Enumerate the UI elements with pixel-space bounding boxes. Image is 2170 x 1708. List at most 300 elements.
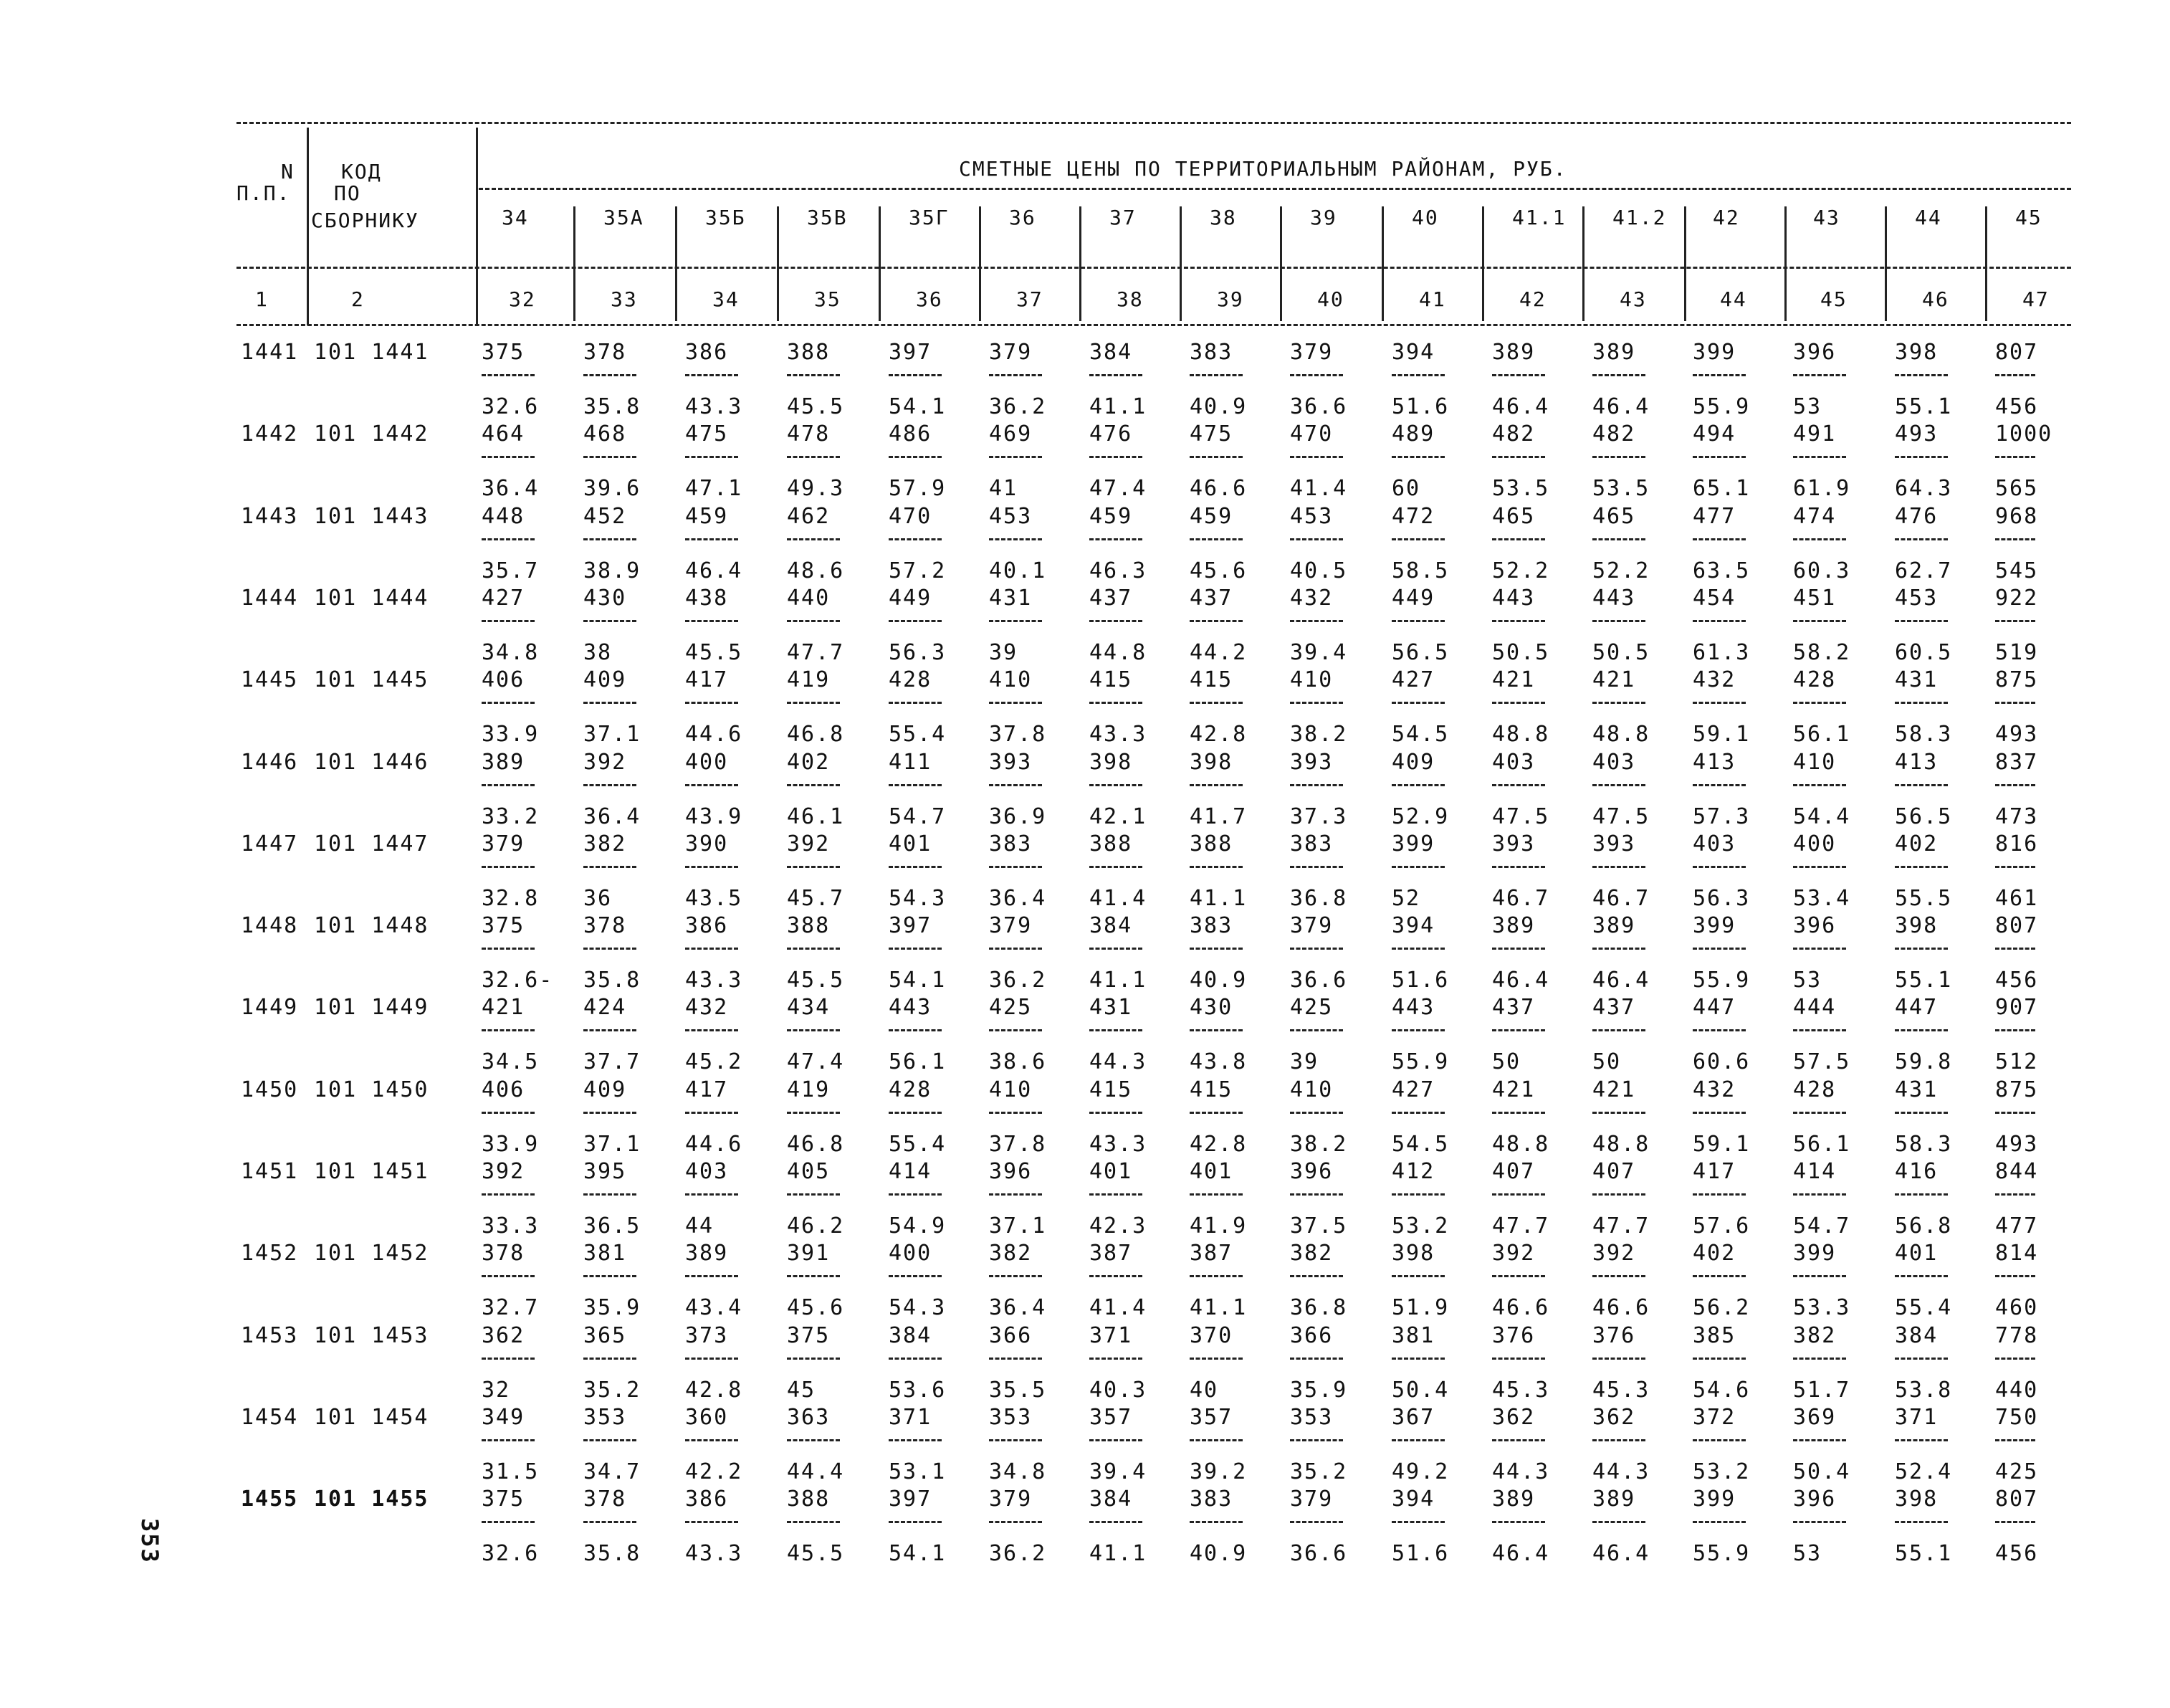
fraction-line xyxy=(989,1112,1042,1114)
fraction-line xyxy=(685,1521,738,1523)
price-cell-numerator: 1000 xyxy=(1995,421,2053,447)
price-cell-denominator: 53.5 xyxy=(1492,476,1550,502)
price-cell-numerator: 400 xyxy=(889,1241,932,1266)
fraction-line xyxy=(1592,1521,1645,1523)
price-cell-numerator: 379 xyxy=(989,1487,1033,1512)
fraction-line xyxy=(583,784,636,786)
fraction-line xyxy=(1392,784,1445,786)
fraction-line xyxy=(1895,1358,1948,1360)
fraction-line xyxy=(1492,1275,1545,1277)
price-cell-denominator: 512 xyxy=(1995,1049,2039,1075)
fraction-line xyxy=(1793,1029,1846,1031)
fraction-line xyxy=(1793,538,1846,540)
fraction-line xyxy=(1693,374,1746,376)
price-cell-numerator: 376 xyxy=(1592,1322,1636,1348)
price-cell-numerator: 353 xyxy=(989,1404,1033,1430)
fraction-line xyxy=(1392,1112,1445,1114)
n-label: N xyxy=(281,160,295,183)
fraction-line xyxy=(1693,538,1746,540)
price-cell-numerator: 482 xyxy=(1492,421,1536,447)
price-cell-numerator: 428 xyxy=(889,1077,932,1102)
fraction-line xyxy=(1592,948,1645,950)
price-cell-numerator: 366 xyxy=(989,1322,1033,1348)
price-cell-numerator: 375 xyxy=(482,340,525,365)
fraction-line xyxy=(1592,702,1645,704)
fraction-line xyxy=(1190,1439,1243,1441)
row-code: 101 1443 xyxy=(314,503,429,529)
price-cell-denominator: 44.2 xyxy=(1190,639,1248,665)
price-cell-numerator: 478 xyxy=(787,421,831,447)
price-cell-numerator: 470 xyxy=(889,503,932,529)
fraction-line xyxy=(685,374,738,376)
region-code: 36 xyxy=(1009,206,1036,229)
column-number: 41 xyxy=(1419,287,1446,311)
fraction-line xyxy=(685,538,738,540)
price-cell-denominator: 52.2 xyxy=(1492,558,1550,583)
fraction-line xyxy=(989,1521,1042,1523)
price-cell-denominator: 47.4 xyxy=(1089,476,1147,502)
price-cell-numerator: 814 xyxy=(1995,1241,2039,1266)
price-cell-numerator: 367 xyxy=(1392,1404,1435,1430)
price-cell-numerator: 365 xyxy=(583,1322,627,1348)
fraction-line xyxy=(685,866,738,868)
fraction-line xyxy=(482,1275,535,1277)
fraction-line xyxy=(1793,702,1846,704)
price-cell-denominator: 47.5 xyxy=(1592,803,1650,829)
fraction-line xyxy=(1392,866,1445,868)
header-mid-rule xyxy=(236,267,2071,269)
row-code: 101 1447 xyxy=(314,831,429,857)
region-code: 35А xyxy=(603,206,644,229)
fraction-line xyxy=(989,702,1042,704)
fraction-line xyxy=(1895,1275,1948,1277)
price-cell-denominator: 36.4 xyxy=(482,476,540,502)
price-cell-denominator: 39.4 xyxy=(1290,639,1348,665)
price-cell-numerator: 398 xyxy=(1895,1487,1939,1512)
price-cell-denominator: 65.1 xyxy=(1693,476,1751,502)
price-cell-numerator: 396 xyxy=(1290,1159,1334,1184)
price-cell-numerator: 386 xyxy=(685,913,729,939)
price-cell-denominator: 493 xyxy=(1995,722,2039,748)
fraction-line xyxy=(1895,538,1948,540)
price-cell-denominator: 46.4 xyxy=(1592,394,1650,419)
price-cell-denominator: 32.6 xyxy=(482,394,540,419)
fraction-line xyxy=(787,1112,840,1114)
fraction-line xyxy=(1793,948,1846,950)
price-cell-denominator: 43.3 xyxy=(1089,722,1147,748)
fraction-line xyxy=(583,538,636,540)
fraction-line xyxy=(1492,1193,1545,1196)
price-cell-denominator: 50 xyxy=(1592,1049,1622,1075)
price-cell-denominator: 32.6 xyxy=(482,1541,540,1567)
fraction-line xyxy=(1392,1193,1445,1196)
price-cell-denominator: 34.8 xyxy=(989,1459,1047,1484)
price-cell-denominator: 44.8 xyxy=(1089,639,1147,665)
price-cell-denominator: 43.5 xyxy=(685,885,743,911)
price-cell-numerator: 415 xyxy=(1190,667,1233,693)
fraction-line xyxy=(1995,620,2035,622)
fraction-line xyxy=(1290,620,1343,622)
price-cell-numerator: 412 xyxy=(1392,1159,1435,1184)
price-cell-numerator: 393 xyxy=(1492,831,1536,857)
price-cell-numerator: 432 xyxy=(1693,667,1736,693)
price-cell-numerator: 378 xyxy=(583,913,627,939)
fraction-line xyxy=(1392,538,1445,540)
fraction-line xyxy=(1693,620,1746,622)
price-cell-numerator: 397 xyxy=(889,1487,932,1512)
price-cell-denominator: 53.2 xyxy=(1392,1213,1450,1239)
price-cell-denominator: 59.1 xyxy=(1693,1131,1751,1157)
fraction-line xyxy=(1089,1193,1142,1196)
price-cell-denominator: 456 xyxy=(1995,968,2039,993)
price-cell-numerator: 410 xyxy=(1290,1077,1334,1102)
fraction-line xyxy=(1089,374,1142,376)
price-cell-numerator: 392 xyxy=(1592,1241,1636,1266)
row-number: 1450 xyxy=(241,1077,299,1102)
header-subtitle-rule xyxy=(479,188,2071,190)
region-code: 43 xyxy=(1813,206,1840,229)
price-cell-denominator: 35.7 xyxy=(482,558,540,583)
price-cell-denominator: 37.7 xyxy=(583,1049,641,1075)
price-cell-numerator: 431 xyxy=(1895,1077,1939,1102)
price-cell-numerator: 414 xyxy=(1793,1159,1837,1184)
price-cell-denominator: 40.5 xyxy=(1290,558,1348,583)
price-cell-numerator: 371 xyxy=(1089,1322,1133,1348)
fraction-line xyxy=(1592,1193,1645,1196)
fraction-line xyxy=(1693,456,1746,458)
fraction-line xyxy=(889,1521,942,1523)
price-cell-denominator: 425 xyxy=(1995,1459,2039,1484)
price-cell-numerator: 353 xyxy=(583,1404,627,1430)
fraction-line xyxy=(1089,1029,1142,1031)
price-cell-denominator: 47.7 xyxy=(1492,1213,1550,1239)
column-divider xyxy=(1985,206,1987,321)
price-cell-numerator: 405 xyxy=(787,1159,831,1184)
price-cell-denominator: 565 xyxy=(1995,476,2039,502)
fraction-line xyxy=(1895,948,1948,950)
price-cell-numerator: 376 xyxy=(1492,1322,1536,1348)
price-cell-denominator: 41.1 xyxy=(1190,1295,1248,1321)
price-cell-numerator: 406 xyxy=(482,1077,525,1102)
fraction-line xyxy=(1290,374,1343,376)
fraction-line xyxy=(1693,702,1746,704)
price-cell-denominator: 45.5 xyxy=(787,394,845,419)
price-cell-denominator: 55.9 xyxy=(1693,394,1751,419)
row-code: 101 1450 xyxy=(314,1077,429,1102)
price-cell-numerator: 397 xyxy=(889,340,932,365)
column-number: 44 xyxy=(1720,287,1747,311)
price-cell-numerator: 357 xyxy=(1089,1404,1133,1430)
price-cell-numerator: 396 xyxy=(1793,913,1837,939)
price-cell-denominator: 440 xyxy=(1995,1377,2039,1403)
fraction-line xyxy=(989,1029,1042,1031)
price-cell-denominator: 45.5 xyxy=(685,639,743,665)
price-cell-denominator: 50.5 xyxy=(1492,639,1550,665)
fraction-line xyxy=(1793,1275,1846,1277)
price-cell-numerator: 432 xyxy=(1290,585,1334,611)
fraction-line xyxy=(989,1275,1042,1277)
price-cell-denominator: 52.9 xyxy=(1392,803,1450,829)
price-cell-numerator: 357 xyxy=(1190,1404,1233,1430)
fraction-line xyxy=(583,1275,636,1277)
price-cell-denominator: 55.4 xyxy=(889,1131,947,1157)
price-cell-denominator: 54.5 xyxy=(1392,1131,1450,1157)
price-cell-denominator: 34.5 xyxy=(482,1049,540,1075)
price-cell-numerator: 375 xyxy=(482,913,525,939)
row-number: 1443 xyxy=(241,503,299,529)
row-code: 101 1442 xyxy=(314,421,429,447)
price-cell-numerator: 401 xyxy=(1089,1159,1133,1184)
fraction-line xyxy=(1592,1112,1645,1114)
fraction-line xyxy=(1392,1521,1445,1523)
price-cell-denominator: 54.7 xyxy=(1793,1213,1851,1239)
fraction-line xyxy=(1392,1275,1445,1277)
column-divider xyxy=(1382,206,1384,321)
fraction-line xyxy=(583,1358,636,1360)
fraction-line xyxy=(1793,784,1846,786)
price-cell-denominator: 54.6 xyxy=(1693,1377,1751,1403)
price-cell-denominator: 46.7 xyxy=(1492,885,1550,911)
fraction-line xyxy=(1290,1275,1343,1277)
price-cell-numerator: 816 xyxy=(1995,831,2039,857)
price-cell-numerator: 416 xyxy=(1895,1159,1939,1184)
row-number: 1442 xyxy=(241,421,299,447)
price-cell-denominator: 42.2 xyxy=(685,1459,743,1484)
price-cell-numerator: 393 xyxy=(1290,749,1334,775)
price-cell-denominator: 46.3 xyxy=(1089,558,1147,583)
column-number: 38 xyxy=(1117,287,1144,311)
price-cell-denominator: 45 xyxy=(787,1377,816,1403)
price-cell-denominator: 59.1 xyxy=(1693,722,1751,748)
fraction-line xyxy=(482,1439,535,1441)
row-code: 101 1451 xyxy=(314,1159,429,1184)
price-cell-denominator: 46.2 xyxy=(787,1213,845,1239)
column-number: 39 xyxy=(1217,287,1244,311)
fraction-line xyxy=(889,1439,942,1441)
price-cell-denominator: 41.1 xyxy=(1089,394,1147,419)
price-cell-numerator: 384 xyxy=(1089,1487,1133,1512)
price-cell-numerator: 474 xyxy=(1793,503,1837,529)
price-cell-numerator: 491 xyxy=(1793,421,1837,447)
row-code: 101 1454 xyxy=(314,1404,429,1430)
fraction-line xyxy=(1190,1112,1243,1114)
fraction-line xyxy=(1592,538,1645,540)
column-divider xyxy=(777,206,779,321)
price-cell-denominator: 35.8 xyxy=(583,1541,641,1567)
price-cell-numerator: 389 xyxy=(482,749,525,775)
price-cell-denominator: 44.6 xyxy=(685,1131,743,1157)
price-cell-numerator: 396 xyxy=(989,1159,1033,1184)
price-cell-numerator: 373 xyxy=(685,1322,729,1348)
fraction-line xyxy=(482,1193,535,1196)
price-cell-numerator: 388 xyxy=(1190,831,1233,857)
region-code: 41.1 xyxy=(1512,206,1567,229)
price-cell-numerator: 362 xyxy=(482,1322,525,1348)
price-cell-numerator: 402 xyxy=(1693,1241,1736,1266)
fraction-line xyxy=(1693,948,1746,950)
price-cell-denominator: 35.2 xyxy=(1290,1459,1348,1484)
price-cell-numerator: 383 xyxy=(1190,1487,1233,1512)
fraction-line xyxy=(1995,784,2035,786)
price-cell-numerator: 403 xyxy=(685,1159,729,1184)
fraction-line xyxy=(1592,620,1645,622)
price-cell-denominator: 45.5 xyxy=(787,1541,845,1567)
price-cell-numerator: 402 xyxy=(1895,831,1939,857)
price-cell-denominator: 38.2 xyxy=(1290,1131,1348,1157)
fraction-line xyxy=(1995,702,2035,704)
fraction-line xyxy=(1392,456,1445,458)
fraction-line xyxy=(1895,784,1948,786)
price-cell-denominator: 45.6 xyxy=(1190,558,1248,583)
price-cell-denominator: 42.1 xyxy=(1089,803,1147,829)
price-cell-numerator: 399 xyxy=(1793,1241,1837,1266)
price-cell-numerator: 401 xyxy=(1190,1159,1233,1184)
column-divider xyxy=(1482,206,1484,321)
price-cell-denominator: 45.5 xyxy=(787,968,845,993)
price-cell-numerator: 392 xyxy=(787,831,831,857)
price-cell-numerator: 493 xyxy=(1895,421,1939,447)
price-cell-denominator: 37.1 xyxy=(989,1213,1047,1239)
price-cell-numerator: 469 xyxy=(989,421,1033,447)
price-cell-denominator: 43.3 xyxy=(685,1541,743,1567)
row-number: 1452 xyxy=(241,1241,299,1266)
fraction-line xyxy=(1793,374,1846,376)
column-divider xyxy=(1885,206,1887,321)
row-code: 101 1452 xyxy=(314,1241,429,1266)
price-cell-denominator: 36.5 xyxy=(583,1213,641,1239)
price-cell-denominator: 61.3 xyxy=(1693,639,1751,665)
header-top-rule xyxy=(236,122,2071,124)
price-cell-denominator: 43.3 xyxy=(685,968,743,993)
price-cell-numerator: 421 xyxy=(1592,1077,1636,1102)
price-cell-denominator: 47.4 xyxy=(787,1049,845,1075)
price-cell-numerator: 387 xyxy=(1190,1241,1233,1266)
price-cell-numerator: 414 xyxy=(889,1159,932,1184)
fraction-line xyxy=(1089,1275,1142,1277)
price-cell-numerator: 437 xyxy=(1190,585,1233,611)
price-cell-denominator: 58.5 xyxy=(1392,558,1450,583)
row-number: 1447 xyxy=(241,831,299,857)
row-code: 101 1448 xyxy=(314,913,429,939)
price-cell-denominator: 48.6 xyxy=(787,558,845,583)
fraction-line xyxy=(685,1358,738,1360)
price-cell-numerator: 394 xyxy=(1392,340,1435,365)
price-cell-numerator: 396 xyxy=(1793,1487,1837,1512)
price-cell-denominator: 35.5 xyxy=(989,1377,1047,1403)
price-cell-numerator: 403 xyxy=(1592,749,1636,775)
price-cell-numerator: 375 xyxy=(787,1322,831,1348)
price-cell-numerator: 425 xyxy=(989,995,1033,1021)
price-cell-denominator: 36.4 xyxy=(989,1295,1047,1321)
price-cell-denominator: 55.9 xyxy=(1392,1049,1450,1075)
fraction-line xyxy=(989,784,1042,786)
region-code: 39 xyxy=(1310,206,1337,229)
price-cell-numerator: 427 xyxy=(1392,667,1435,693)
price-cell-numerator: 401 xyxy=(889,831,932,857)
fraction-line xyxy=(1995,538,2035,540)
price-cell-numerator: 392 xyxy=(482,1159,525,1184)
fraction-line xyxy=(787,1029,840,1031)
fraction-line xyxy=(1392,620,1445,622)
price-cell-denominator: 34.8 xyxy=(482,639,540,665)
price-cell-numerator: 452 xyxy=(583,503,627,529)
fraction-line xyxy=(1693,1521,1746,1523)
fraction-line xyxy=(1995,1358,2035,1360)
fraction-line xyxy=(1995,456,2035,458)
fraction-line xyxy=(1592,1439,1645,1441)
price-cell-denominator: 35.2 xyxy=(583,1377,641,1403)
fraction-line xyxy=(685,948,738,950)
price-cell-denominator: 36.9 xyxy=(989,803,1047,829)
fraction-line xyxy=(889,456,942,458)
price-cell-numerator: 388 xyxy=(787,913,831,939)
fraction-line xyxy=(1290,784,1343,786)
column-number: 1 xyxy=(255,287,269,311)
price-cell-denominator: 50.5 xyxy=(1592,639,1650,665)
price-cell-numerator: 464 xyxy=(482,421,525,447)
column-number: 2 xyxy=(351,287,365,311)
column-divider xyxy=(675,206,677,321)
fraction-line xyxy=(1895,1439,1948,1441)
fraction-line xyxy=(989,1193,1042,1196)
fraction-line xyxy=(889,1193,942,1196)
price-cell-numerator: 425 xyxy=(1290,995,1334,1021)
price-cell-numerator: 443 xyxy=(889,995,932,1021)
fraction-line xyxy=(1492,1521,1545,1523)
price-cell-denominator: 36.6 xyxy=(1290,1541,1348,1567)
price-cell-denominator: 56.5 xyxy=(1895,803,1953,829)
price-cell-denominator: 54.1 xyxy=(889,394,947,419)
fraction-line xyxy=(1392,1439,1445,1441)
price-cell-denominator: 38.2 xyxy=(1290,722,1348,748)
price-cell-numerator: 475 xyxy=(1190,421,1233,447)
price-cell-denominator: 49.3 xyxy=(787,476,845,502)
price-cell-denominator: 57.3 xyxy=(1693,803,1751,829)
fraction-line xyxy=(1392,374,1445,376)
price-cell-denominator: 54.5 xyxy=(1392,722,1450,748)
header-divider-2 xyxy=(476,128,478,325)
fraction-line xyxy=(787,1358,840,1360)
fraction-line xyxy=(685,456,738,458)
region-code: 42 xyxy=(1713,206,1740,229)
fraction-line xyxy=(583,1439,636,1441)
price-cell-numerator: 438 xyxy=(685,585,729,611)
price-cell-denominator: 39.2 xyxy=(1190,1459,1248,1484)
row-code: 101 1445 xyxy=(314,667,429,693)
price-cell-numerator: 410 xyxy=(989,1077,1033,1102)
price-cell-numerator: 383 xyxy=(989,831,1033,857)
fraction-line xyxy=(889,538,942,540)
price-cell-numerator: 362 xyxy=(1592,1404,1636,1430)
price-cell-numerator: 875 xyxy=(1995,667,2039,693)
fraction-line xyxy=(1492,1029,1545,1031)
price-cell-denominator: 41.4 xyxy=(1089,1295,1147,1321)
region-code: 41.2 xyxy=(1612,206,1667,229)
price-cell-denominator: 39.6 xyxy=(583,476,641,502)
fraction-line xyxy=(889,620,942,622)
price-cell-numerator: 386 xyxy=(685,1487,729,1512)
price-cell-numerator: 378 xyxy=(583,340,627,365)
price-cell-numerator: 383 xyxy=(1190,913,1233,939)
price-cell-numerator: 968 xyxy=(1995,503,2039,529)
row-number: 1454 xyxy=(241,1404,299,1430)
price-cell-numerator: 427 xyxy=(1392,1077,1435,1102)
fraction-line xyxy=(1592,456,1645,458)
price-cell-numerator: 349 xyxy=(482,1404,525,1430)
price-cell-denominator: 48.8 xyxy=(1492,1131,1550,1157)
price-cell-numerator: 388 xyxy=(787,340,831,365)
fraction-line xyxy=(1995,1275,2035,1277)
